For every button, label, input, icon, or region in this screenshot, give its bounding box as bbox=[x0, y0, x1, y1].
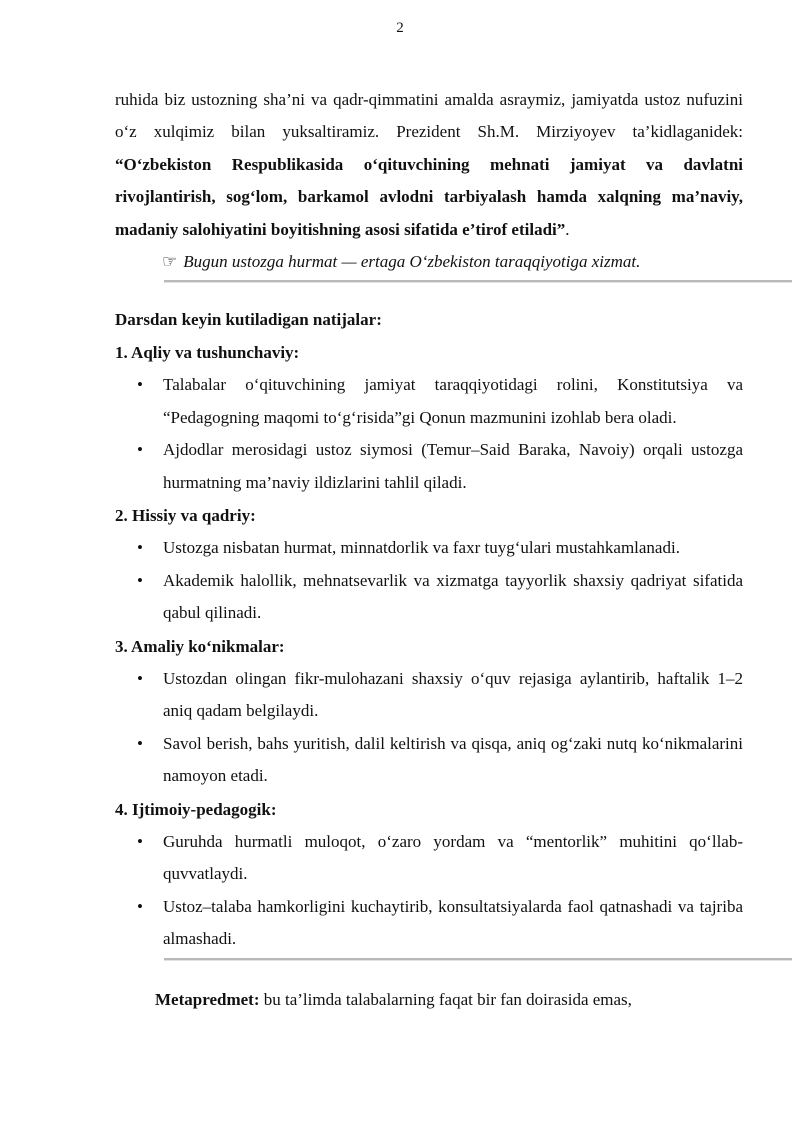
list-item-text: Guruhda hurmatli muloqot, o‘zaro yordam va “mentorlik” muhitini qo‘llab-quvvatlaydi. bbox=[163, 831, 743, 884]
page-number: 2 bbox=[396, 20, 404, 36]
list-item bbox=[115, 434, 743, 499]
list-item bbox=[115, 565, 743, 630]
list-item-text: Talabalar o‘qituvchining jamiyat taraqqiyotidagi rolini, Konstitutsiya va “Pedagogning maqomi to‘g‘risida”gi Qonun mazmunini izohlab bera oladi. bbox=[163, 375, 743, 427]
intro-text: ruhida biz ustozning sha’ni va qadr-qimmatini amalda asraymiz, jamiyatda ustoz nufuzini o‘z xulqimiz bilan yuksaltiramiz. Prezident Sh.M. Mirziyoyev ta’kidlaganidek: bbox=[115, 90, 743, 142]
outcomes-heading bbox=[115, 304, 743, 336]
divider-line bbox=[164, 280, 792, 282]
list-item-text: Ajdodlar merosidagi ustoz siymosi (Temur–Said Baraka, Navoiy) orqali ustozga hurmatning ma’naviy ildizlarini tahlil qiladi. bbox=[163, 440, 743, 492]
section-title-3: 3. Amaliy ko‘nikmalar: bbox=[115, 636, 285, 656]
bullet-icon: • bbox=[137, 896, 143, 916]
list-item bbox=[115, 826, 743, 891]
list-item-text: Ustozga nisbatan hurmat, minnatdorlik va faxr tuyg‘ulari mustahkamlanadi. bbox=[163, 538, 680, 558]
section-list-1 bbox=[115, 369, 743, 499]
metapredmet-paragraph bbox=[147, 984, 743, 1016]
bullet-icon: • bbox=[137, 538, 143, 558]
bullet-icon: • bbox=[137, 375, 143, 395]
motto-text: Bugun ustozga hurmat — ertaga O‘zbekiston taraqqiyotiga xizmat. bbox=[183, 252, 641, 272]
motto-line bbox=[162, 246, 743, 278]
list-item bbox=[115, 369, 743, 434]
list-item bbox=[115, 728, 743, 793]
list-item-text: Akademik halollik, mehnatsevarlik va xizmatga tayyorlik shaxsiy qadriyat sifatida qabul qilinadi. bbox=[163, 570, 743, 623]
intro-end: . bbox=[565, 219, 570, 239]
pointing-hand-icon: ☞ bbox=[162, 252, 178, 272]
metapredmet-text: bu ta’limda talabalarning faqat bir fan doirasida emas, bbox=[259, 989, 632, 1009]
list-item-text: Savol berish, bahs yuritish, dalil keltirish va qisqa, aniq og‘zaki nutq ko‘nikmalarini namoyon etadi. bbox=[163, 733, 743, 786]
list-item-text: Ustozdan olingan fikr-mulohazani shaxsiy o‘quv rejasiga aylantirib, haftalik 1–2 aniq qadam belgilaydi. bbox=[163, 668, 743, 721]
divider-line bbox=[164, 958, 792, 960]
bullet-icon: • bbox=[137, 570, 143, 590]
list-item bbox=[115, 891, 743, 956]
intro-paragraph bbox=[115, 84, 743, 246]
section-title-1: 1. Aqliy va tushunchaviy: bbox=[115, 343, 300, 363]
bullet-icon: • bbox=[137, 440, 143, 460]
section-list-2 bbox=[115, 532, 743, 630]
outcomes-heading-text: Darsdan keyin kutiladigan natijalar: bbox=[115, 310, 382, 330]
president-quote: “O‘zbekiston Respublikasida o‘qituvchining mehnati jamiyat va davlatni rivojlantirish, sog‘lom, barkamol avlodni tarbiyalash hamda xalqning ma’naviy, madaniy salohiyatini boyitishning asosi sifatida e’tirof etiladi” bbox=[115, 154, 743, 239]
document-body bbox=[115, 84, 743, 1016]
list-item bbox=[115, 663, 743, 728]
list-item bbox=[115, 532, 743, 565]
section-title-2: 2. Hissiy va qadriy: bbox=[115, 506, 256, 526]
metapredmet-label: Metapredmet: bbox=[155, 989, 260, 1009]
section-list-4 bbox=[115, 826, 743, 956]
section-list-3 bbox=[115, 663, 743, 793]
bullet-icon: • bbox=[137, 831, 143, 851]
list-item-text: Ustoz–talaba hamkorligini kuchaytirib, konsultatsiyalarda faol qatnashadi va tajriba almashadi. bbox=[163, 896, 743, 949]
section-title-4: 4. Ijtimoiy-pedagogik: bbox=[115, 799, 277, 819]
bullet-icon: • bbox=[137, 733, 143, 753]
bullet-icon: • bbox=[137, 668, 143, 688]
